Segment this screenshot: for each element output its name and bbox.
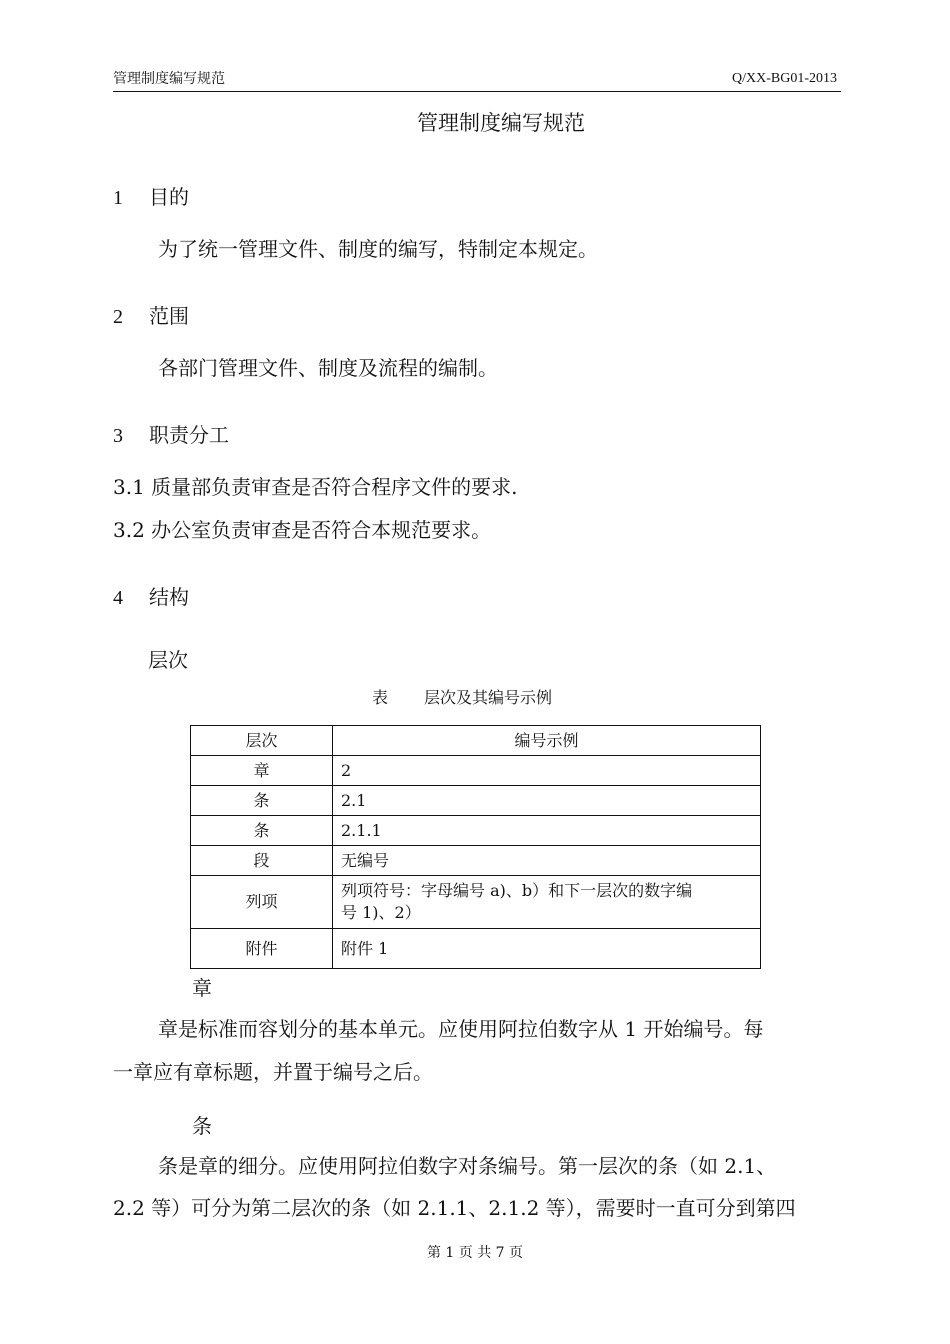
table-cell-example: 附件 1 [333,929,761,969]
table-row [191,756,761,786]
chapter-heading: 章 [192,976,212,1000]
clause-heading: 条 [192,1114,212,1138]
running-header-title: 管理制度编写规范 [113,71,225,87]
section-number: 4 [113,587,123,609]
section-heading-3 [113,421,229,450]
table-cell-example [333,876,761,929]
section-heading-4 [113,583,189,612]
clause-body-line-1: 条是章的细分。应使用阿拉伯数字对条编号。第一层次的条（如 2.1、 [158,1154,777,1178]
running-header-doc-number: Q/XX-BG01-2013 [732,71,837,86]
document-title: 管理制度编写规范 [417,111,585,135]
section-title: 职责分工 [149,423,229,447]
table-header-cell: 层次 [191,726,333,756]
table-cell-example: 2.1.1 [333,816,761,846]
table-caption-label: 表 [372,688,389,707]
table-row [191,876,761,929]
table-header-row [191,726,761,756]
table-cell-example: 无编号 [333,846,761,876]
section-number: 2 [113,306,123,328]
section-number: 3 [113,425,123,447]
header-divider [113,91,841,92]
section-title: 结构 [149,585,189,609]
section-2-body: 各部门管理文件、制度及流程的编制。 [158,356,498,380]
section-title: 目的 [149,185,189,209]
table-cell-level: 条 [191,786,333,816]
section-number: 1 [113,187,123,209]
table-cell-example: 2 [333,756,761,786]
table-caption-text: 层次及其编号示例 [424,688,553,707]
table-row [191,929,761,969]
section-title: 范围 [149,304,189,328]
table-header-cell: 编号示例 [333,726,761,756]
table-cell-example: 2.1 [333,786,761,816]
chapter-body-line-2: 一章应有章标题，并置于编号之后。 [113,1060,433,1084]
table-row [191,786,761,816]
levels-table [190,725,761,969]
table-caption [372,686,552,710]
section-1-body: 为了统一管理文件、制度的编写，特制定本规定。 [158,237,598,261]
subheading-levels: 层次 [148,648,188,672]
table-cell-line: 列项符号：字母编号 a)、b）和下一层次的数字编 [341,881,693,900]
table-cell-level: 条 [191,816,333,846]
table-cell-level: 章 [191,756,333,786]
section-3-item-2: 3.2 办公室负责审查是否符合本规范要求。 [113,518,492,542]
page-footer: 第 1 页 共 7 页 [426,1245,524,1261]
table-row [191,816,761,846]
chapter-body-line-1: 章是标准而容划分的基本单元。应使用阿拉伯数字从 1 开始编号。每 [158,1017,764,1041]
section-heading-2 [113,302,189,331]
clause-body-line-2: 2.2 等）可分为第二层次的条（如 2.1.1、2.1.2 等），需要时一直可分到第四 [113,1196,796,1220]
table-row [191,846,761,876]
section-heading-1 [113,183,189,212]
table-cell-line: 号 1)、2） [341,903,421,922]
table-cell-level: 附件 [191,929,333,969]
table-cell-level: 段 [191,846,333,876]
table-cell-level: 列项 [191,876,333,929]
section-3-item-1: 3.1 质量部负责审查是否符合程序文件的要求. [113,475,518,499]
